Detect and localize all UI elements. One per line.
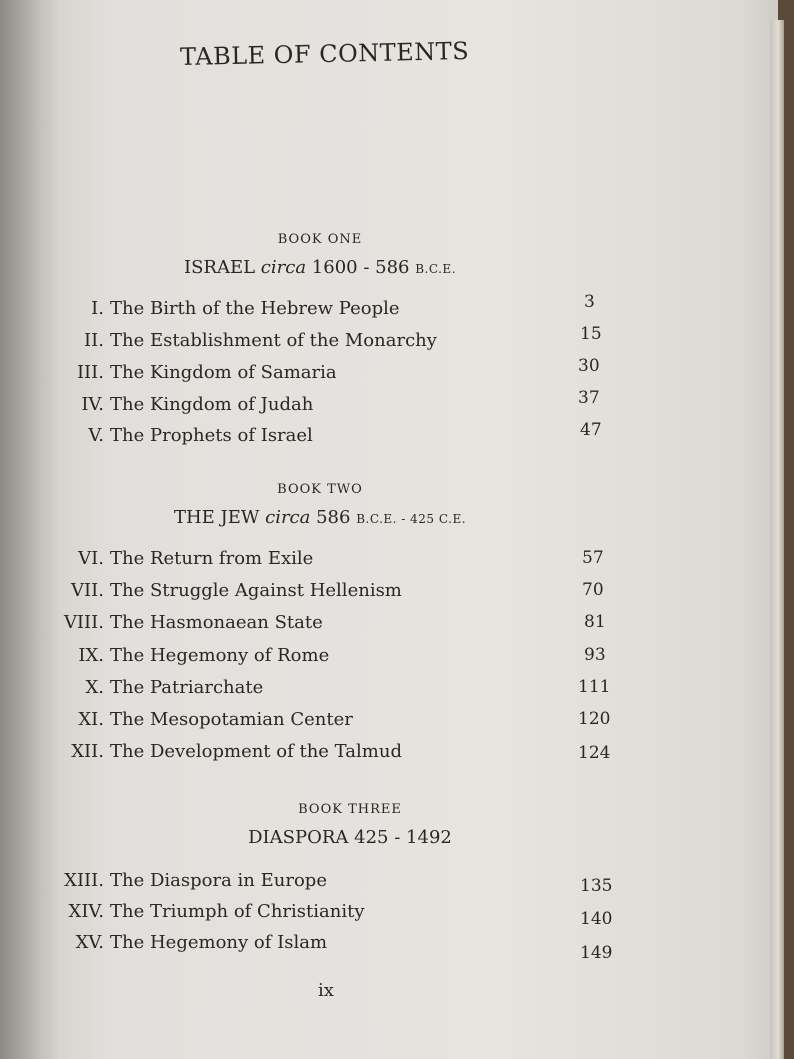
chapter-page: 70 bbox=[582, 580, 604, 600]
chapter-number: IV. bbox=[81, 394, 104, 415]
book-one-heading bbox=[110, 232, 530, 278]
toc-entry[interactable] bbox=[50, 932, 327, 960]
book-subtitle bbox=[110, 507, 530, 528]
chapter-title: The Return from Exile bbox=[110, 548, 314, 569]
chapter-title: The Establishment of the Monarchy bbox=[110, 330, 437, 351]
toc-entry[interactable] bbox=[60, 330, 437, 358]
book-subtitle bbox=[140, 827, 560, 848]
chapter-number: II. bbox=[84, 330, 104, 351]
chapter-page: 37 bbox=[578, 388, 600, 408]
chapter-number: X. bbox=[85, 677, 104, 698]
chapter-number: XIII. bbox=[64, 870, 104, 891]
chapter-number: I. bbox=[91, 298, 104, 319]
subtitle-main: ISRAEL bbox=[183, 257, 256, 278]
chapter-page: 15 bbox=[580, 324, 602, 344]
book-three-heading bbox=[140, 802, 560, 848]
chapter-title: The Hegemony of Islam bbox=[110, 932, 328, 953]
toc-entry[interactable] bbox=[60, 362, 337, 390]
subtitle-years: 425 - 1492 bbox=[354, 827, 452, 848]
toc-entry[interactable] bbox=[60, 394, 313, 422]
chapter-page: 3 bbox=[584, 292, 595, 312]
toc-entry[interactable] bbox=[50, 612, 323, 640]
chapter-number: VI. bbox=[78, 548, 104, 569]
chapter-page: 81 bbox=[584, 612, 606, 632]
subtitle-years: 586 bbox=[316, 507, 351, 528]
chapter-number: XII. bbox=[71, 741, 104, 762]
chapter-page: 124 bbox=[578, 743, 611, 763]
chapter-page: 47 bbox=[580, 420, 602, 440]
chapter-title: The Kingdom of Judah bbox=[110, 394, 314, 415]
chapter-number: XV. bbox=[75, 932, 104, 953]
chapter-number: III. bbox=[76, 362, 104, 383]
chapter-number: XI. bbox=[78, 709, 104, 730]
chapter-title: The Mesopotamian Center bbox=[110, 709, 353, 730]
subtitle-era: circa bbox=[265, 507, 311, 528]
book-label: BOOK ONE bbox=[277, 232, 363, 247]
page-folio: ix bbox=[318, 980, 334, 1001]
toc-entry[interactable] bbox=[50, 580, 402, 608]
chapter-title: The Development of the Talmud bbox=[110, 741, 402, 762]
book-label: BOOK TWO bbox=[277, 482, 363, 497]
chapter-number: V. bbox=[88, 425, 104, 446]
chapter-number: VII. bbox=[71, 580, 104, 601]
chapter-number: VIII. bbox=[63, 612, 104, 633]
chapter-title: The Prophets of Israel bbox=[110, 425, 313, 446]
book-label: BOOK THREE bbox=[298, 802, 402, 817]
chapter-title: The Diaspora in Europe bbox=[110, 870, 327, 891]
subtitle-era: circa bbox=[260, 257, 307, 278]
chapter-page: 30 bbox=[578, 356, 600, 376]
toc-entry[interactable] bbox=[50, 677, 263, 705]
chapter-page: 93 bbox=[584, 645, 606, 665]
toc-entry[interactable] bbox=[60, 425, 313, 453]
chapter-title: The Triumph of Christianity bbox=[110, 901, 365, 922]
book-subtitle bbox=[110, 257, 530, 278]
chapter-page: 111 bbox=[578, 677, 611, 697]
toc-entry[interactable] bbox=[50, 741, 402, 769]
subtitle-main: THE JEW bbox=[173, 507, 260, 528]
subtitle-suffix: B.C.E. - 425 C.E. bbox=[356, 512, 467, 526]
page-title: TABLE OF CONTENTS bbox=[179, 36, 470, 72]
chapter-title: The Struggle Against Hellenism bbox=[110, 580, 402, 601]
chapter-title: The Hasmonaean State bbox=[110, 612, 323, 633]
chapter-title: The Kingdom of Samaria bbox=[110, 362, 337, 383]
subtitle-main: DIASPORA bbox=[248, 827, 349, 848]
chapter-page: 135 bbox=[580, 876, 613, 896]
toc-entry[interactable] bbox=[50, 645, 329, 673]
chapter-page: 120 bbox=[578, 709, 611, 729]
chapter-page: 57 bbox=[582, 548, 604, 568]
chapter-title: The Patriarchate bbox=[110, 677, 264, 698]
toc-entry[interactable] bbox=[50, 548, 313, 576]
chapter-title: The Birth of the Hebrew People bbox=[110, 298, 400, 319]
toc-entry[interactable] bbox=[50, 901, 365, 929]
chapter-number: XIV. bbox=[68, 901, 104, 922]
toc-entry[interactable] bbox=[60, 298, 400, 326]
toc-entry[interactable] bbox=[50, 709, 353, 737]
book-two-heading bbox=[110, 482, 530, 528]
chapter-page: 149 bbox=[580, 943, 613, 963]
chapter-page: 140 bbox=[580, 909, 613, 929]
subtitle-suffix: B.C.E. bbox=[415, 262, 457, 276]
chapter-title: The Hegemony of Rome bbox=[110, 645, 330, 666]
toc-entry[interactable] bbox=[50, 870, 327, 898]
chapter-number: IX. bbox=[78, 645, 104, 666]
subtitle-years: 1600 - 586 bbox=[311, 257, 410, 278]
page-edge bbox=[770, 20, 784, 1059]
